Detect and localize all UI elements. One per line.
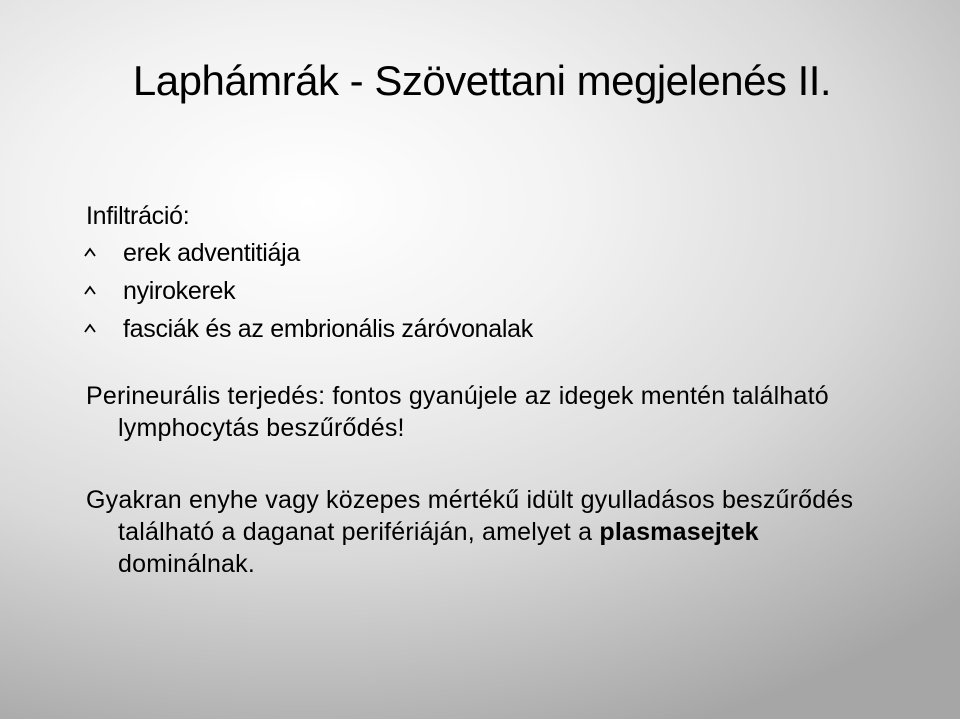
bullet-text: fasciák és az embrionális záróvonalak	[123, 315, 533, 343]
paragraph-text-end: dominálnak.	[118, 550, 256, 578]
paragraph-text: Gyakran enyhe vagy közepes mértékű idült gyulladásos beszűrődés található a daganat perifériáján, amelyet a	[86, 486, 854, 546]
bullet-text: nyirokerek	[123, 277, 236, 305]
perineural-paragraph: Perineurális terjedés: fontos gyanújele az idegek mentén található lymphocytás beszűrődés!	[86, 382, 829, 442]
bullet-list	[86, 234, 886, 348]
slide-title: Laphámrák - Szövettani megjelenés II.	[132, 57, 832, 104]
bullet-text: erek adventitiája	[123, 239, 300, 267]
section-heading: Infiltráció:	[86, 202, 190, 230]
chevron-up-icon	[84, 284, 96, 296]
list-item	[86, 234, 886, 272]
inflammation-paragraph	[86, 484, 886, 580]
chevron-up-icon	[84, 322, 96, 334]
list-item	[86, 272, 886, 310]
list-item	[86, 310, 886, 348]
slide-content	[86, 198, 886, 580]
emphasis-plasmasejtek: plasmasejtek	[599, 518, 759, 546]
chevron-up-icon	[84, 246, 96, 258]
